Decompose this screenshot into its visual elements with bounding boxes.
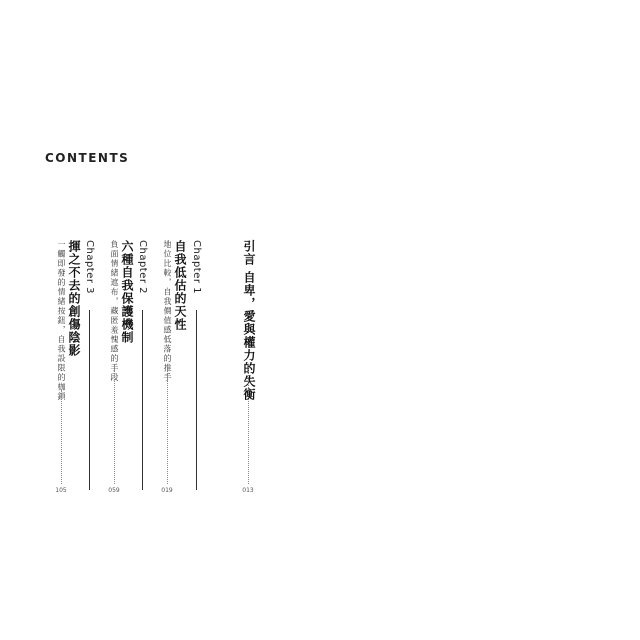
entry-subtitle: 負面情緒遮布，藏匿羞愧感的手段	[110, 240, 119, 383]
chapter-rule	[89, 310, 90, 490]
page-number: 105	[55, 487, 67, 494]
entry-title: 揮之不去的創傷陰影	[67, 240, 81, 357]
chapter-rule	[142, 310, 143, 490]
chapter-label: Chapter 3	[84, 240, 95, 295]
entry-title: 引言 自卑，愛與權力的失衡	[242, 240, 256, 402]
chapter-rule	[196, 310, 197, 490]
toc-entry-chapter-2[interactable]	[108, 240, 156, 496]
contents-heading: CONTENTS	[45, 151, 130, 165]
toc-entry-chapter-3[interactable]	[54, 240, 102, 496]
page-number: 013	[242, 487, 254, 494]
page-number: 059	[108, 487, 120, 494]
leader-dots	[61, 390, 62, 484]
chapter-label: Chapter 1	[191, 240, 202, 295]
leader-dots	[248, 364, 249, 484]
leader-dots	[114, 364, 115, 484]
leader-dots	[167, 364, 168, 484]
chapter-label: Chapter 2	[137, 240, 148, 295]
entry-subtitle: 地位比較，自我價值感低落的推手	[163, 240, 172, 383]
entry-title: 自我低估的天性	[173, 240, 187, 331]
toc-entry-chapter-1[interactable]	[160, 240, 208, 496]
entry-title: 六種自我保護機制	[120, 240, 134, 344]
toc-entry-introduction[interactable]	[240, 240, 264, 496]
entry-subtitle: 一觸即發的情緒按鈕，自我設限的枷鎖	[57, 240, 66, 402]
page-number: 019	[161, 487, 173, 494]
